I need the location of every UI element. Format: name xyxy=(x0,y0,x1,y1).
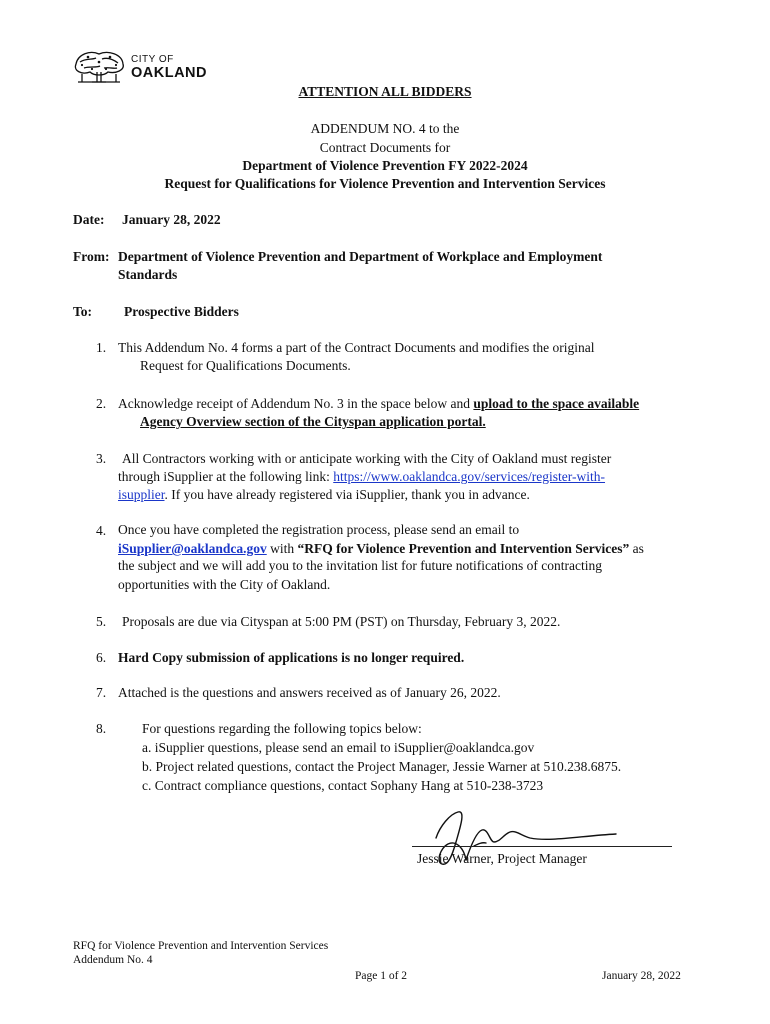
item-3-line-2 xyxy=(118,469,605,485)
attention-heading: ATTENTION ALL BIDDERS xyxy=(298,84,472,99)
to-label: To: xyxy=(73,304,93,319)
item-2-bold-1: upload to the space available xyxy=(473,396,640,411)
item-3-line-1: All Contractors working with or anticipate working with the City of Oakland must register xyxy=(122,451,612,466)
item-4-line-2 xyxy=(118,541,644,557)
item-2-number: 2. xyxy=(96,396,107,411)
item-6-number: 6. xyxy=(96,650,107,665)
date-label: Date: xyxy=(73,212,105,227)
from-value: Department of Violence Prevention and Department of Workplace and Employment xyxy=(118,249,603,264)
from-value-continued: Standards xyxy=(118,267,178,282)
item-3-tail: . If you have already registered via iSupplier, thank you in advance. xyxy=(164,487,530,502)
item-4-number: 4. xyxy=(96,523,107,538)
signature-name: Jessie Warner, Project Manager xyxy=(417,851,587,866)
footer-rfq: RFQ for Violence Prevention and Intervention Services xyxy=(73,940,329,952)
item-4-as: as xyxy=(629,541,644,556)
item-3-line-3 xyxy=(118,487,530,503)
isupplier-email-link[interactable]: iSupplier@oaklandca.gov xyxy=(118,541,267,556)
item-2-text: Acknowledge receipt of Addendum No. 3 in the space below and xyxy=(118,396,474,411)
item-4-subject: “RFQ for Violence Prevention and Intervention Services” xyxy=(297,541,630,556)
register-isupplier-link-continued[interactable]: isupplier xyxy=(118,487,165,502)
logo-oakland: OAKLAND xyxy=(131,65,207,81)
item-3-link-prefix: through iSupplier at the following link: xyxy=(118,469,334,484)
item-8-intro: For questions regarding the following topics below: xyxy=(142,721,422,736)
item-3-number: 3. xyxy=(96,451,107,466)
item-2-bold-2: Agency Overview section of the Cityspan application portal. xyxy=(140,414,486,429)
item-4-line-1: Once you have completed the registration process, please send an email to xyxy=(118,522,520,537)
item-1-line-1: This Addendum No. 4 forms a part of the Contract Documents and modifies the original xyxy=(118,340,595,355)
rfq-line: Request for Qualifications for Violence Prevention and Intervention Services xyxy=(164,176,606,191)
from-label: From: xyxy=(73,249,110,264)
footer-addendum: Addendum No. 4 xyxy=(73,954,153,966)
item-1-number: 1. xyxy=(96,340,107,355)
item-5-text: Proposals are due via Cityspan at 5:00 PM (PST) on Thursday, February 3, 2022. xyxy=(122,614,561,629)
to-value: Prospective Bidders xyxy=(124,304,239,319)
item-8-number: 8. xyxy=(96,721,107,736)
item-4-line-4: opportunities with the City of Oakland. xyxy=(118,577,331,592)
footer-page-number: Page 1 of 2 xyxy=(355,970,408,982)
item-1-line-2: Request for Qualifications Documents. xyxy=(140,358,351,373)
item-7-number: 7. xyxy=(96,685,107,700)
addendum-line: ADDENDUM NO. 4 to the xyxy=(310,121,460,136)
item-8-c: c. Contract compliance questions, contact Sophany Hang at 510-238-3723 xyxy=(142,778,544,793)
date-value: January 28, 2022 xyxy=(122,212,221,227)
item-6-text: Hard Copy submission of applications is no longer required. xyxy=(118,650,465,665)
item-8-b: b. Project related questions, contact the Project Manager, Jessie Warner at 510.238.6875. xyxy=(142,759,622,774)
item-4-with: with xyxy=(266,541,298,556)
oak-tree-icon xyxy=(70,48,128,86)
item-8-a: a. iSupplier questions, please send an email to iSupplier@oaklandca.gov xyxy=(142,740,535,755)
item-4-line-3: the subject and we will add you to the invitation list for future notifications of contracting xyxy=(118,558,603,573)
footer-date: January 28, 2022 xyxy=(602,970,681,982)
department-line: Department of Violence Prevention FY 2022-2024 xyxy=(242,158,528,173)
contract-line: Contract Documents for xyxy=(319,140,451,155)
item-5-number: 5. xyxy=(96,614,107,629)
signature-line xyxy=(412,846,672,847)
city-of-oakland-logo xyxy=(70,48,215,86)
register-isupplier-link[interactable]: https://www.oaklandca.gov/services/register-with- xyxy=(333,469,606,484)
item-7-text: Attached is the questions and answers received as of January 26, 2022. xyxy=(118,685,501,700)
logo-city-of: CITY OF xyxy=(131,54,174,65)
item-2-line-1 xyxy=(118,396,639,412)
